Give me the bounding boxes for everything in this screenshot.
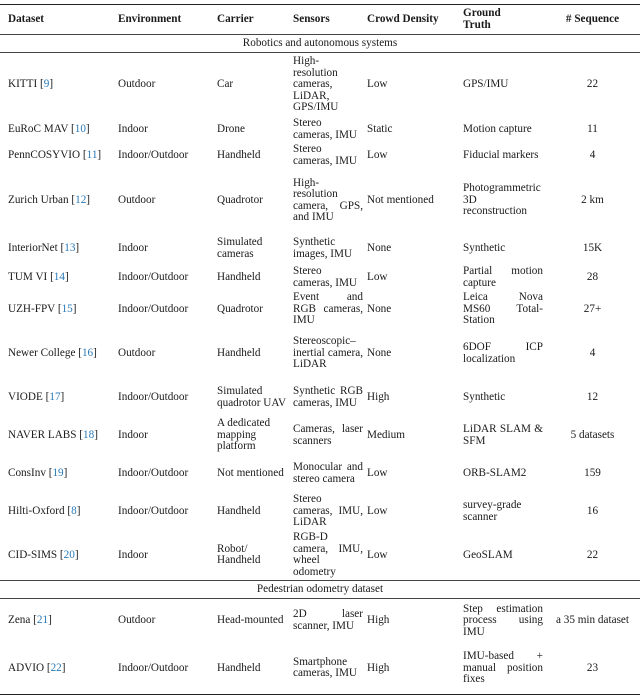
table-row (0, 291, 640, 329)
dataset-name: EuRoC MAV (8, 122, 69, 135)
section-header-row (0, 35, 640, 53)
ground-truth-cell: Photogrammetric 3D reconstruction (463, 182, 541, 218)
ground-truth-cell: Motion capture (463, 122, 532, 135)
sequence-cell: 16 (586, 504, 599, 517)
carrier-cell: Quadrotor (217, 302, 263, 315)
dataset-name: PennCOSYVIO (8, 148, 81, 161)
section-header-row (0, 581, 640, 599)
ground-truth-cell: GPS/IMU (463, 78, 509, 91)
carrier-cell: Car (217, 78, 234, 91)
ground-truth-cell: ORB-SLAM2 (463, 466, 527, 479)
environment-cell: Indoor/Outdoor (118, 466, 189, 479)
crowd-density-cell: Low (367, 148, 388, 161)
section-title: Pedestrian odometry dataset (0, 581, 640, 599)
sensors-cell: Event and RGB cameras, IMU (293, 291, 363, 327)
sequence-cell: 12 (586, 390, 599, 403)
dataset-name-cell: InteriorNet [13] (8, 241, 80, 254)
citation-link[interactable]: 8 (71, 504, 77, 517)
table-body (0, 35, 640, 695)
crowd-density-cell: Low (367, 270, 388, 283)
dataset-name-cell: Hilti-Oxford [8] (8, 504, 81, 517)
table-row (0, 329, 640, 379)
dataset-name-cell: TUM VI [14] (8, 270, 69, 283)
crowd-density-cell: High (367, 390, 390, 403)
carrier-cell: Robot/ Handheld (217, 542, 261, 567)
sequence-cell: 5 datasets (570, 428, 615, 441)
sensors-cell: Stereo cameras, IMU (293, 143, 357, 167)
ground-truth-cell: Synthetic (463, 390, 506, 403)
ground-truth-cell: Leica Nova MS60 Total-Station (463, 291, 543, 327)
citation-link[interactable]: 18 (83, 428, 95, 441)
dataset-name: Zurich Urban (8, 193, 69, 206)
table-row (0, 169, 640, 233)
ground-truth-cell: IMU-based + manual position fixes (461, 643, 545, 695)
sensors-cell: Stereoscopic–inertial camera, LiDAR (293, 335, 363, 371)
table-row (0, 643, 640, 695)
carrier-cell: Simulated cameras (217, 236, 263, 260)
table-row (0, 531, 640, 581)
crowd-density-cell: None (367, 346, 392, 359)
ground-truth-cell: LiDAR SLAM & SFM (463, 423, 543, 447)
dataset-name: ADVIO (8, 661, 45, 674)
dataset-name-cell: KITTI [9] (8, 78, 54, 91)
carrier-cell: Not mentioned (217, 466, 284, 479)
carrier-cell: Handheld (217, 270, 261, 283)
carrier-cell: Quadrotor (217, 193, 263, 206)
sensors-cell: 2D laser scanner, IMU (293, 608, 363, 632)
table-row (0, 379, 640, 417)
ground-truth-cell: GeoSLAM (463, 548, 513, 561)
dataset-name-cell: VIODE [17] (8, 390, 65, 403)
dataset-name: UZH-FPV (8, 302, 56, 315)
ground-truth-cell: Partial motion capture (463, 265, 543, 289)
crowd-density-cell: High (367, 614, 390, 627)
dataset-name: Newer College (8, 346, 76, 359)
environment-cell: Outdoor (118, 346, 156, 359)
carrier-cell: Drone (217, 122, 245, 135)
sequence-cell: 2 km (581, 193, 604, 206)
header-sensors: Sensors (293, 12, 330, 25)
sensors-cell: Synthetic RGB cameras, IMU (293, 385, 363, 409)
sensors-cell: High-resolution cameras, LiDAR, GPS/IMU (293, 54, 339, 114)
carrier-cell: A dedicated mapping platform (217, 417, 271, 453)
sequence-cell: 4 (589, 346, 596, 359)
carrier-cell: Handheld (217, 504, 261, 517)
environment-cell: Indoor (118, 122, 148, 135)
environment-cell: Indoor (118, 241, 148, 254)
sequence-cell: 22 (586, 548, 599, 561)
table-row (0, 53, 640, 117)
crowd-density-cell: High (365, 643, 461, 695)
dataset-name-cell: Zurich Urban [12] (8, 193, 91, 206)
table-row (0, 233, 640, 265)
dataset-name: CID-SIMS (8, 548, 58, 561)
sensors-cell: RGB-D camera, IMU, wheel odometry (293, 531, 363, 579)
carrier-cell: Simulated quadrotor UAV (217, 385, 287, 409)
crowd-density-cell: None (367, 241, 392, 254)
header-environment: Environment (118, 12, 182, 25)
sensors-cell: Smartphone cameras, IMU (291, 643, 365, 695)
header-dataset: Dataset (8, 12, 45, 25)
ground-truth-cell: survey-grade scanner (463, 499, 522, 523)
dataset-name-cell: PennCOSYVIO [11] (8, 148, 102, 161)
dataset-name: Hilti-Oxford (8, 504, 65, 517)
table-row (0, 455, 640, 493)
dataset-name-cell: Newer College [16] (8, 346, 97, 359)
carrier-cell: Head-mounted (217, 614, 284, 627)
crowd-density-cell: Low (367, 466, 388, 479)
crowd-density-cell: Not mentioned (367, 193, 434, 206)
sequence-cell: 11 (587, 122, 598, 135)
citation-link[interactable]: 20 (63, 548, 75, 561)
sensors-cell: Cameras, laser scanners (293, 423, 363, 447)
sequence-cell: 28 (586, 270, 599, 283)
environment-cell: Indoor/Outdoor (116, 643, 215, 695)
citation-link[interactable]: 17 (49, 390, 61, 403)
dataset-name: NAVER LABS (8, 428, 77, 441)
dataset-name: TUM VI (8, 270, 48, 283)
dataset-name-cell: UZH-FPV [15] (8, 302, 77, 315)
environment-cell: Outdoor (118, 193, 156, 206)
sensors-cell: Stereo cameras, IMU (293, 117, 357, 141)
sensors-cell: Synthetic images, IMU (293, 236, 353, 260)
header-ground-truth: Ground Truth (463, 7, 501, 31)
environment-cell: Indoor/Outdoor (118, 148, 189, 161)
header-carrier: Carrier (217, 12, 254, 25)
dataset-name-cell: Zena [21] (8, 614, 52, 627)
dataset-comparison-table (0, 4, 640, 695)
crowd-density-cell: Low (367, 78, 388, 91)
header-row (0, 5, 640, 35)
citation-link[interactable]: 22 (50, 661, 62, 674)
table-row (0, 265, 640, 291)
environment-cell: Outdoor (118, 614, 156, 627)
ground-truth-cell: 6DOF ICP localization (463, 341, 543, 365)
dataset-name-cell: CID-SIMS [20] (8, 548, 79, 561)
header-crowd-density: Crowd Density (367, 12, 439, 25)
carrier-cell: Handheld (215, 643, 291, 695)
dataset-name-cell: ADVIO [22] (0, 643, 116, 695)
ground-truth-cell: Fiducial markers (463, 148, 539, 161)
dataset-name: ConsInv (8, 466, 46, 479)
dataset-name: InteriorNet (8, 241, 58, 254)
environment-cell: Indoor (118, 428, 148, 441)
table-row (0, 417, 640, 455)
sensors-cell: Stereo cameras, IMU, LiDAR (293, 493, 363, 529)
crowd-density-cell: Static (367, 122, 393, 135)
dataset-name: VIODE (8, 390, 43, 403)
citation-link[interactable]: 14 (53, 270, 65, 283)
table-row (0, 117, 640, 143)
citation-link[interactable]: 11 (86, 148, 98, 161)
citation-link[interactable]: 16 (81, 346, 94, 359)
dataset-name: Zena (8, 614, 31, 627)
citation-link[interactable]: 15 (61, 302, 73, 315)
header-sequence: # Sequence (565, 12, 620, 25)
sequence-cell: a 35 min dataset (555, 614, 629, 627)
table-row (0, 599, 640, 643)
citation-link[interactable]: 9 (43, 78, 50, 91)
ground-truth-cell: Synthetic (463, 241, 506, 254)
crowd-density-cell: Low (367, 504, 388, 517)
dataset-name-cell: NAVER LABS [18] (8, 428, 98, 441)
citation-link[interactable]: 19 (52, 466, 64, 479)
carrier-cell: Handheld (217, 148, 261, 161)
sequence-cell: 15K (582, 241, 603, 254)
carrier-cell: Handheld (217, 346, 261, 359)
sequence-cell: 159 (584, 466, 601, 479)
dataset-name-cell: EuRoC MAV [10] (8, 122, 90, 135)
section-title: Robotics and autonomous systems (0, 35, 640, 53)
sensors-cell: High-resolution camera, GPS, and IMU (293, 176, 363, 224)
environment-cell: Indoor (118, 548, 148, 561)
citation-link[interactable]: 21 (36, 614, 49, 627)
sequence-cell: 4 (589, 148, 596, 161)
environment-cell: Indoor/Outdoor (118, 390, 189, 403)
environment-cell: Indoor/Outdoor (118, 504, 189, 517)
table-row (0, 493, 640, 531)
citation-link[interactable]: 12 (75, 193, 87, 206)
ground-truth-cell: Step estimation process using IMU (463, 602, 543, 638)
environment-cell: Indoor/Outdoor (118, 270, 189, 283)
table-row (0, 143, 640, 169)
sensors-cell: Stereo cameras, IMU (293, 265, 357, 289)
sequence-cell: 27+ (583, 302, 602, 315)
environment-cell: Indoor/Outdoor (118, 302, 189, 315)
crowd-density-cell: None (367, 302, 392, 315)
environment-cell: Outdoor (118, 78, 156, 91)
sequence-cell: 23 (545, 643, 640, 695)
sequence-cell: 22 (586, 78, 599, 91)
citation-link[interactable]: 13 (64, 241, 76, 254)
citation-link[interactable]: 10 (74, 122, 86, 135)
dataset-name-cell: ConsInv [19] (8, 466, 68, 479)
dataset-name: KITTI (8, 78, 38, 91)
sensors-cell: Monocular and stereo camera (293, 461, 363, 485)
crowd-density-cell: Low (367, 548, 388, 561)
crowd-density-cell: Medium (367, 428, 405, 441)
